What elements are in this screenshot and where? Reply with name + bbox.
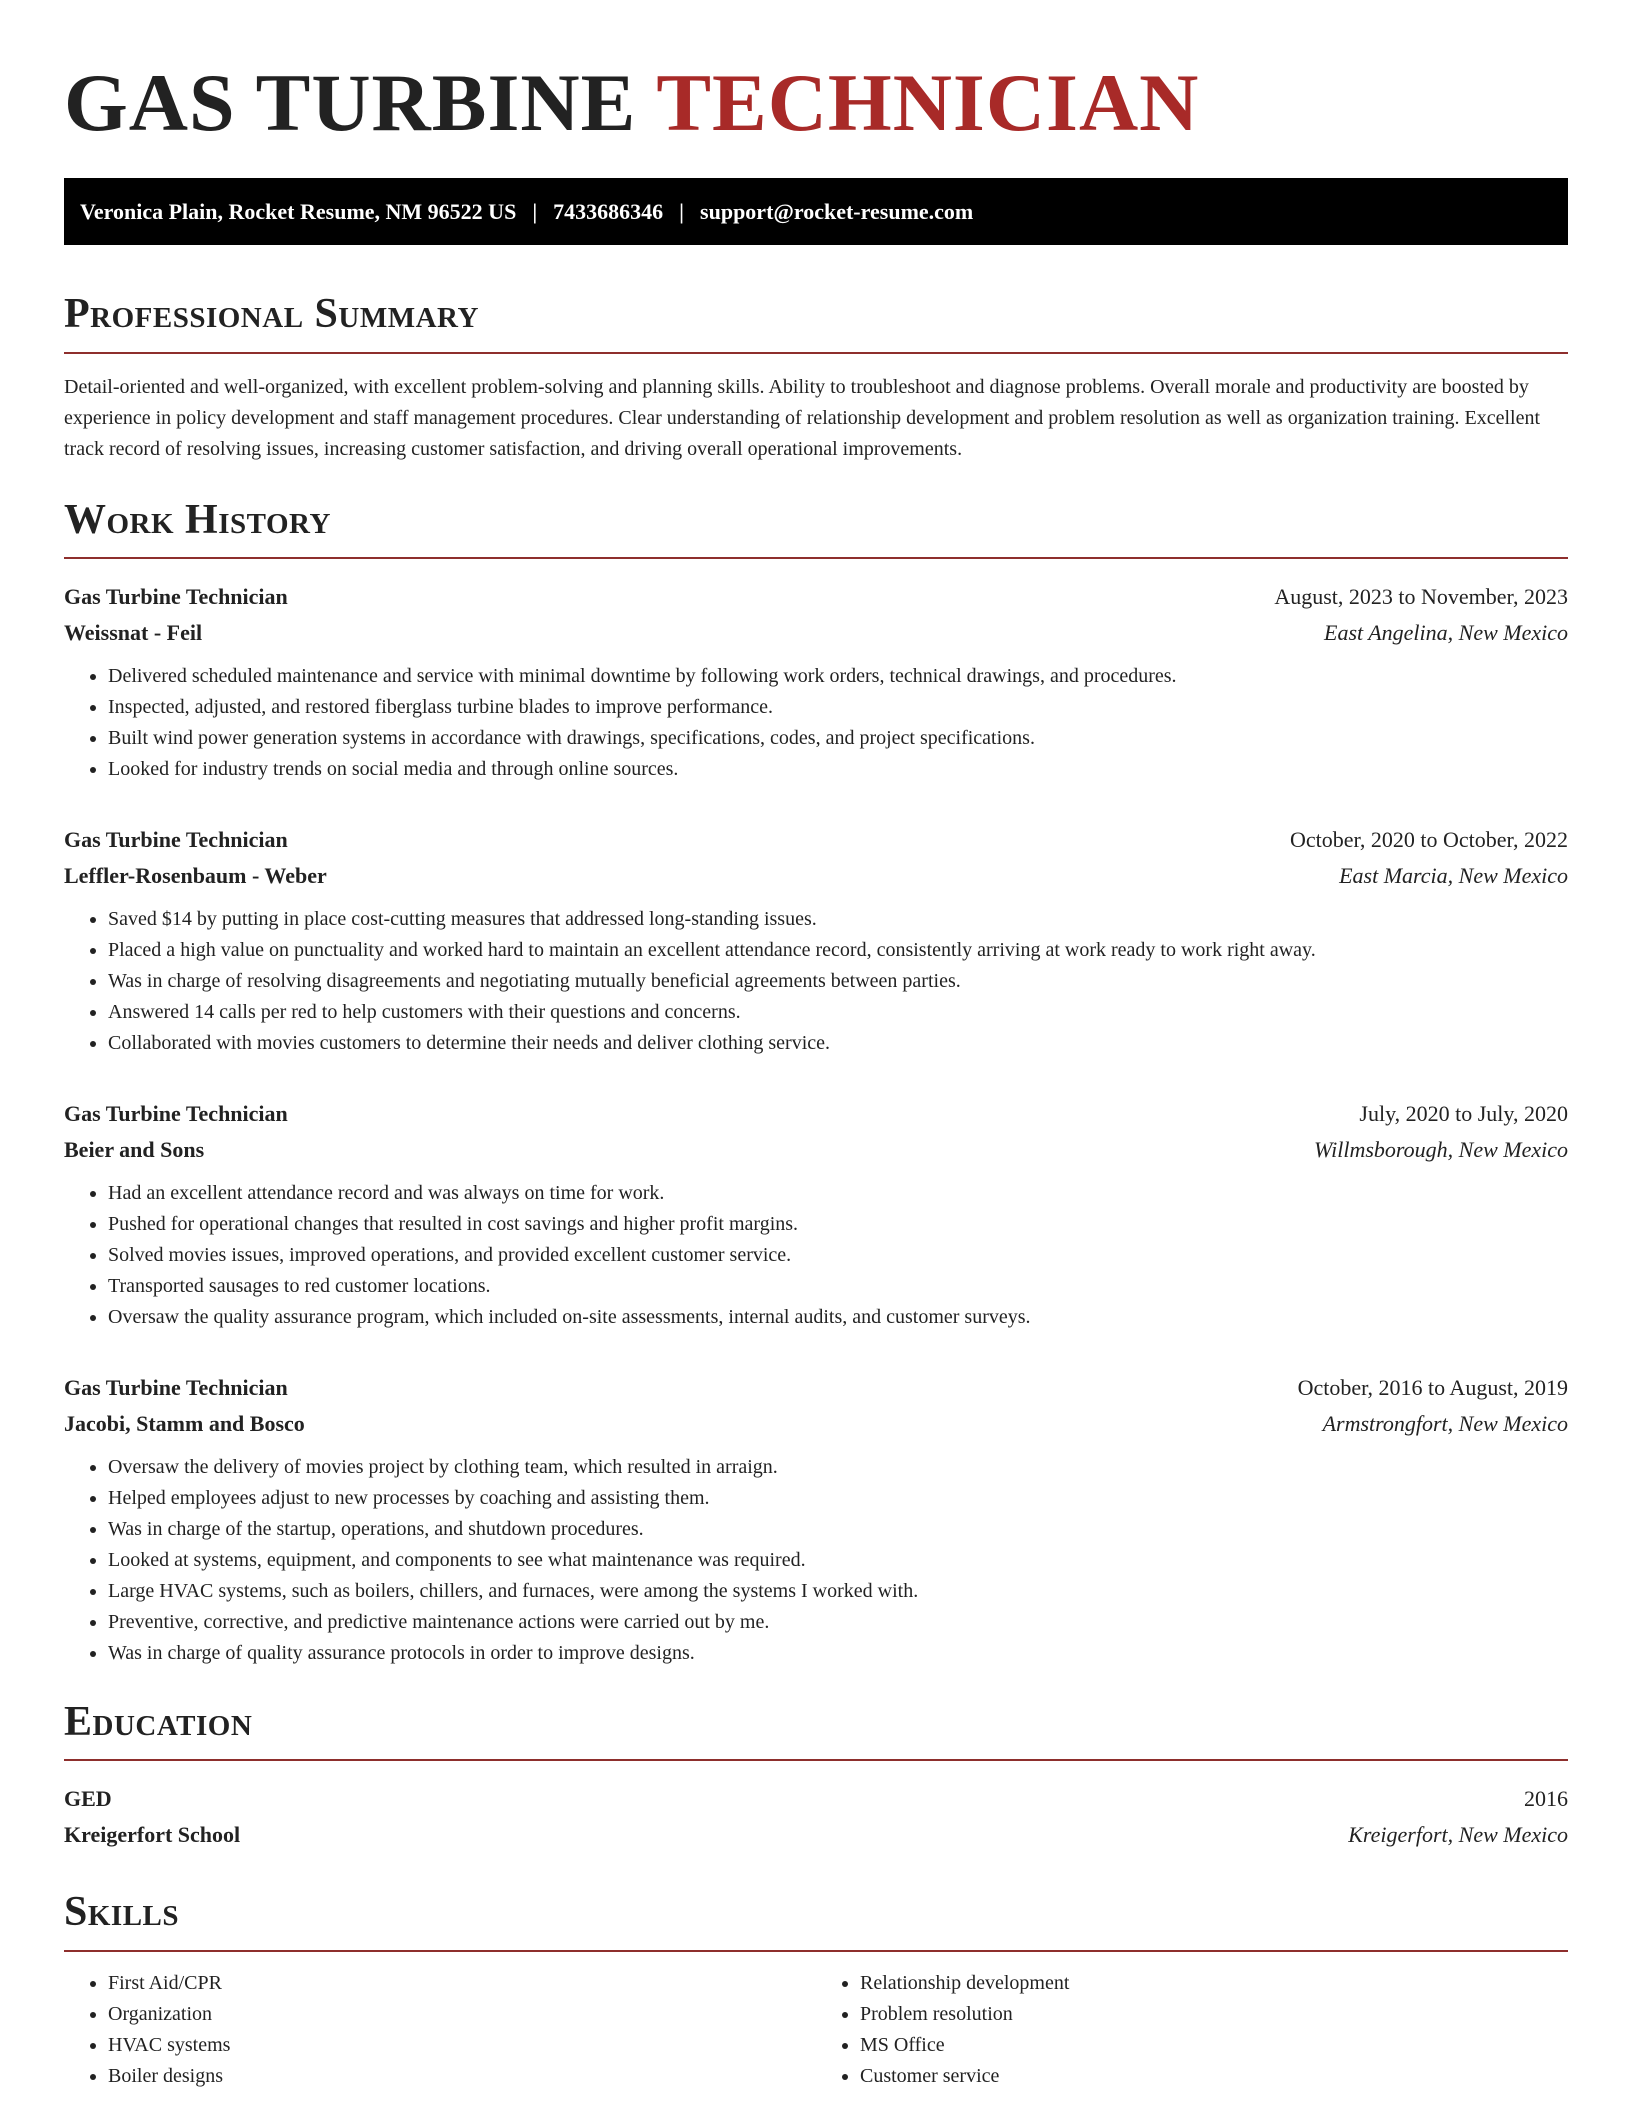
job-title: Gas Turbine Technician (64, 1100, 288, 1126)
job-bullet: • Preventive, corrective, and predictive maintenance actions were carried out by me. (108, 1607, 1568, 1638)
skills-column-left (64, 1968, 816, 2092)
job-location: East Marcia, New Mexico (1339, 862, 1568, 888)
skill-item: • Relationship development (860, 1968, 1568, 1999)
job-bullets (64, 904, 1568, 1059)
job-bullet: • Looked for industry trends on social media and through online sources. (108, 754, 1568, 785)
job-entry (64, 822, 1568, 1059)
section-heading-skills: Skills (64, 1887, 1568, 1951)
skill-item: • Boiler designs (108, 2061, 816, 2092)
skills-section (64, 1887, 1568, 2091)
job-dates: July, 2020 to July, 2020 (1359, 1100, 1568, 1126)
education-year: 2016 (1524, 1786, 1568, 1812)
title-accent: TECHNICIAN (656, 57, 1200, 148)
skill-item: • HVAC systems (108, 2030, 816, 2061)
job-entry (64, 1370, 1568, 1669)
job-entry (64, 1096, 1568, 1333)
skill-item: • Customer service (860, 2061, 1568, 2092)
job-bullet: • Helped employees adjust to new processes by coaching and assisting them. (108, 1483, 1568, 1514)
section-heading-summary: Professional Summary (64, 289, 1568, 353)
job-bullet: • Placed a high value on punctuality and worked hard to maintain an excellent attendance record, consistently arriving at work ready to work right away. (108, 935, 1568, 966)
job-bullet: • Was in charge of resolving disagreements and negotiating mutually beneficial agreements between parties. (108, 966, 1568, 997)
job-bullets (64, 1178, 1568, 1333)
section-heading-work-history: Work History (64, 495, 1568, 559)
job-bullet: • Was in charge of the startup, operations, and shutdown procedures. (108, 1514, 1568, 1545)
skill-item: • MS Office (860, 2030, 1568, 2061)
job-entry (64, 579, 1568, 785)
job-bullets (64, 1452, 1568, 1669)
job-bullet: • Built wind power generation systems in accordance with drawings, specifications, codes, and project specifications. (108, 723, 1568, 754)
job-bullet: • Oversaw the quality assurance program, which included on-site assessments, internal audits, and customer surveys. (108, 1302, 1568, 1333)
job-dates: October, 2016 to August, 2019 (1297, 1374, 1568, 1400)
job-title: Gas Turbine Technician (64, 826, 288, 852)
job-company: Beier and Sons (64, 1136, 205, 1162)
job-dates: October, 2020 to October, 2022 (1289, 826, 1568, 852)
title-main: GAS TURBINE (64, 57, 637, 148)
education-section (64, 1697, 1568, 1853)
contact-bar (64, 178, 1568, 245)
summary-text: Detail-oriented and well-organized, with excellent problem-solving and planning skills. Ability to troubleshoot and diagnose problems. Overall morale and productivity are boosted by experience in policy development and staff management procedures. Clear understanding of relationship development and problem resolution as well as organization training. Excellent track record of resolving issues, increasing customer satisfaction, and driving overall operational improvements. (64, 375, 1541, 460)
job-bullets (64, 661, 1568, 785)
job-company: Leffler-Rosenbaum - Weber (64, 862, 327, 888)
resume-title (64, 58, 1568, 148)
skills-column-right (816, 1968, 1568, 2092)
job-bullet: • Was in charge of quality assurance protocols in order to improve designs. (108, 1638, 1568, 1669)
job-bullet: • Large HVAC systems, such as boilers, chillers, and furnaces, were among the systems I worked with. (108, 1576, 1568, 1607)
work-history-section (64, 495, 1568, 1669)
job-bullet: • Answered 14 calls per red to help customers with their questions and concerns. (108, 997, 1568, 1028)
job-location: Willmsborough, New Mexico (1314, 1136, 1568, 1162)
job-location: East Angelina, New Mexico (1324, 619, 1568, 645)
job-bullet: • Pushed for operational changes that resulted in cost savings and higher profit margins. (108, 1209, 1568, 1240)
job-bullet: • Had an excellent attendance record and was always on time for work. (108, 1178, 1568, 1209)
contact-separator: | (532, 198, 538, 224)
skill-item: • Organization (108, 1999, 816, 2030)
job-location: Armstrongfort, New Mexico (1322, 1410, 1568, 1436)
job-title: Gas Turbine Technician (64, 1374, 288, 1400)
job-bullet: • Solved movies issues, improved operations, and provided excellent customer service. (108, 1240, 1568, 1271)
education-degree: GED (64, 1786, 112, 1812)
job-bullet: • Saved $14 by putting in place cost-cutting measures that addressed long-standing issues. (108, 904, 1568, 935)
job-company: Weissnat - Feil (64, 619, 203, 645)
job-dates: August, 2023 to November, 2023 (1274, 583, 1568, 609)
skill-item: • Problem resolution (860, 1999, 1568, 2030)
skills-grid (64, 1968, 1568, 2092)
contact-email: support@rocket-resume.com (700, 198, 974, 224)
section-heading-education: Education (64, 1697, 1568, 1761)
job-bullet: • Delivered scheduled maintenance and service with minimal downtime by following work orders, technical drawings, and procedures. (108, 661, 1568, 692)
job-bullet: • Transported sausages to red customer locations. (108, 1271, 1568, 1302)
contact-phone: 7433686346 (553, 198, 664, 224)
job-bullet: • Inspected, adjusted, and restored fiberglass turbine blades to improve performance. (108, 692, 1568, 723)
job-title: Gas Turbine Technician (64, 583, 288, 609)
job-bullet: • Looked at systems, equipment, and components to see what maintenance was required. (108, 1545, 1568, 1576)
job-company: Jacobi, Stamm and Bosco (64, 1410, 305, 1436)
job-bullet: • Oversaw the delivery of movies project by clothing team, which resulted in arraign. (108, 1452, 1568, 1483)
education-location: Kreigerfort, New Mexico (1348, 1822, 1568, 1848)
job-bullet: • Collaborated with movies customers to determine their needs and deliver clothing service. (108, 1028, 1568, 1059)
professional-summary-section (64, 289, 1568, 464)
contact-address: Veronica Plain, Rocket Resume, NM 96522 US (80, 198, 517, 224)
education-school: Kreigerfort School (64, 1822, 241, 1848)
contact-separator: | (679, 198, 685, 224)
skill-item: • First Aid/CPR (108, 1968, 816, 1999)
